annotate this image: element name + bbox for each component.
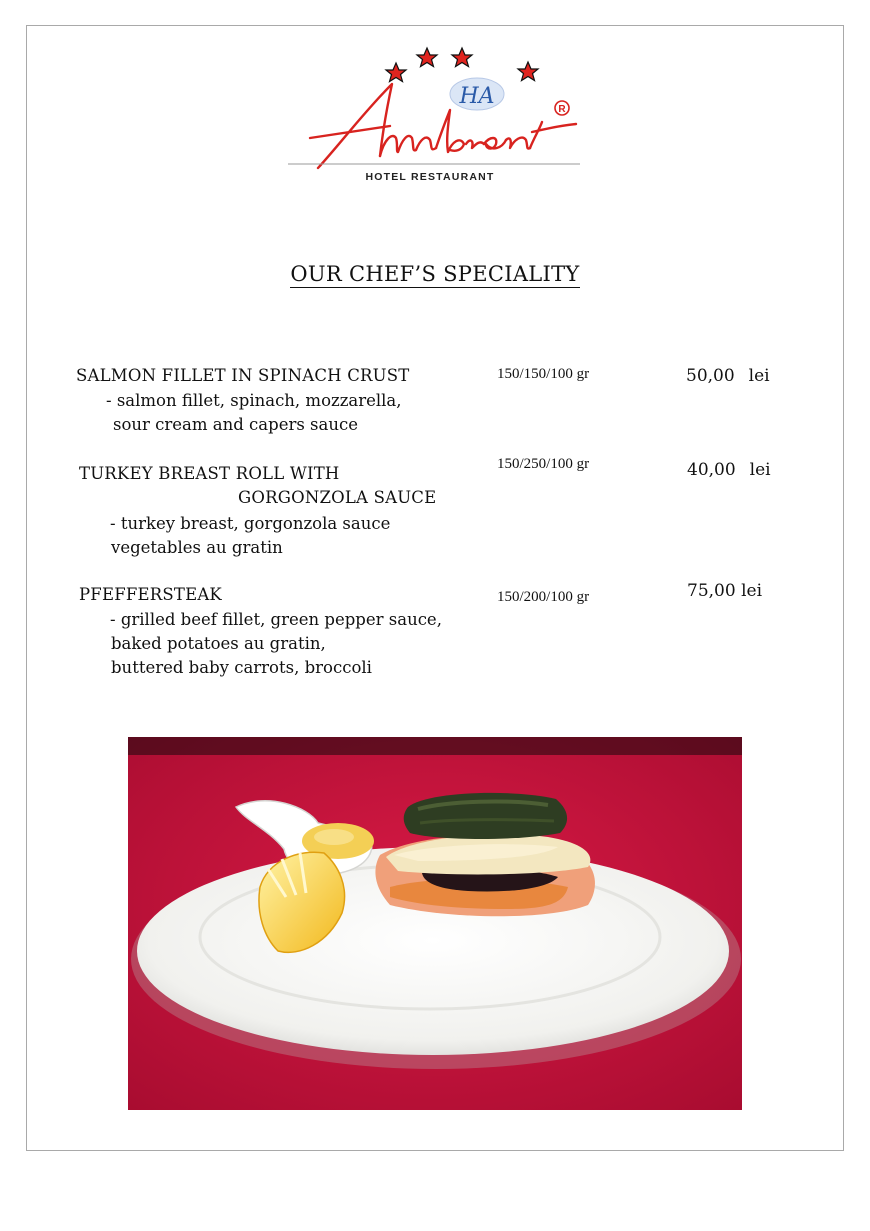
menu-item-desc-line: buttered baby carrots, broccoli bbox=[111, 658, 372, 677]
menu-item-price: 40,00 lei bbox=[687, 460, 771, 480]
menu-item-desc-line: sour cream and capers sauce bbox=[113, 415, 358, 434]
menu-item-desc-line: - grilled beef fillet, green pepper sauce, bbox=[110, 610, 442, 629]
menu-item-name: PFEFFERSTEAK bbox=[79, 585, 222, 604]
star-icons bbox=[386, 48, 538, 82]
menu-item-desc-line: vegetables au gratin bbox=[111, 538, 283, 557]
star-icon bbox=[386, 63, 406, 82]
star-icon bbox=[417, 48, 437, 67]
star-icon bbox=[452, 48, 472, 67]
ambient-script bbox=[310, 84, 576, 168]
dish-photo bbox=[128, 737, 742, 1110]
menu-item-desc-line: baked potatoes au gratin, bbox=[111, 634, 326, 653]
menu-item-name: TURKEY BREAST ROLL WITH bbox=[79, 464, 340, 483]
menu-item-weight: 150/150/100 gr bbox=[497, 366, 590, 382]
currency-label: lei bbox=[748, 366, 770, 386]
menu-item-weight: 150/200/100 gr bbox=[497, 589, 590, 605]
menu-item-price: 50,00 lei bbox=[686, 366, 770, 386]
monogram-text: HA bbox=[459, 84, 495, 109]
menu-item-name: SALMON FILLET IN SPINACH CRUST bbox=[76, 366, 410, 385]
menu-item-desc-line: - salmon fillet, spinach, mozzarella, bbox=[106, 391, 402, 410]
hotel-logo bbox=[280, 40, 590, 190]
svg-text:R: R bbox=[558, 104, 566, 115]
menu-item-weight: 150/250/100 gr bbox=[497, 456, 590, 472]
ambient-logo-graphic bbox=[280, 40, 590, 180]
star-icon bbox=[518, 62, 538, 81]
logo-caption: HOTEL RESTAURANT bbox=[365, 171, 495, 183]
menu-item-price: 75,00 lei bbox=[687, 581, 763, 601]
page-title: OUR CHEF’S SPECIALITY bbox=[290, 262, 580, 286]
currency-label: lei bbox=[749, 460, 771, 480]
menu-item-name-line2: GORGONZOLA SAUCE bbox=[238, 488, 437, 507]
menu-item-desc-line: - turkey breast, gorgonzola sauce bbox=[110, 514, 391, 533]
salmon-dish-illustration bbox=[128, 737, 742, 1110]
